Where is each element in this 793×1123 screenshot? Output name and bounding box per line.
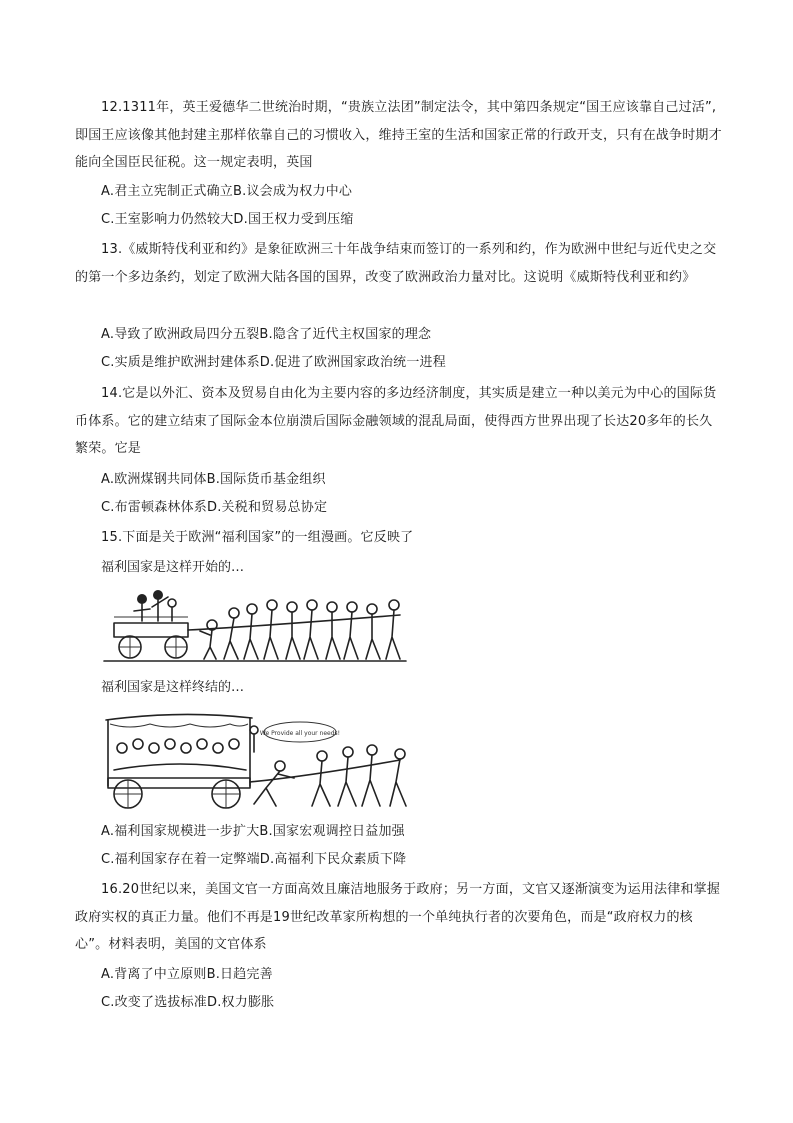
- speech-bubble-text: We Provide all your needs!: [259, 730, 341, 737]
- question-13-options-cd: C.实质是维护欧洲封建体系D.促进了欧洲国家政治统一进程: [101, 355, 446, 370]
- cartoon-1-caption: 福利国家是这样开始的…: [101, 560, 245, 575]
- welfare-start-cartoon: [100, 585, 410, 667]
- question-14-stem: 14.它是以外汇、资本及贸易自由化为主要内容的多边经济制度，其实质是建立一种以美元为中心的国际货币体系。它的建立结束了国际金本位崩溃后国际金融领域的混乱局面，使得西方世界出现了长达20多年的长久繁荣。它是: [75, 386, 717, 456]
- question-12-options-cd: C.王室影响力仍然较大D.国王权力受到压缩: [101, 212, 354, 227]
- question-16-options-cd: C.改变了选拔标准D.权力膨胀: [101, 995, 275, 1010]
- question-13-options-ab: A.导致了欧洲政局四分五裂B.隐含了近代主权国家的理念: [101, 327, 432, 342]
- question-15-stem: 15.下面是关于欧洲“福利国家”的一组漫画。它反映了: [101, 530, 414, 545]
- question-13-stem: 13.《威斯特伐利亚和约》是象征欧洲三十年战争结束而签订的一系列和约，作为欧洲中世纪与近代史之交的第一个多边条约，划定了欧洲大陆各国的国界，改变了欧洲政治力量对比。这说明《威斯特伐利亚和约》: [75, 242, 717, 285]
- question-12-options-ab: A.君主立宪制正式确立B.议会成为权力中心: [101, 184, 353, 199]
- question-16-options-ab: A.背离了中立原则B.日趋完善: [101, 967, 273, 982]
- question-14-options-ab: A.欧洲煤钢共同体B.国际货币基金组织: [101, 472, 326, 487]
- cartoon-2-caption: 福利国家是这样终结的…: [101, 680, 245, 695]
- welfare-end-cartoon: [100, 708, 415, 816]
- question-15-options-cd: C.福利国家存在着一定弊端D.高福利下民众素质下降: [101, 852, 407, 867]
- question-12-stem: 12.1311年，英王爱德华二世统治时期，“贵族立法团”制定法令，其中第四条规定“国王应该靠自己过活”,即国王应该像其他封建主那样依靠自己的习惯收入，维持王室的生活和国家正常的行政开支，只有在战争时期才能向全国臣民征税。这一规定表明，英国: [75, 100, 722, 170]
- question-15-options-ab: A.福利国家规模进一步扩大B.国家宏观调控日益加强: [101, 824, 405, 839]
- question-16-stem: 16.20世纪以来，美国文官一方面高效且廉洁地服务于政府；另一方面，文官又逐渐演变为运用法律和掌握政府实权的真正力量。他们不再是19世纪改革家所构想的一个单纯执行者的次要角色，而是“政府权力的核心”。材料表明，美国的文官体系: [75, 882, 721, 952]
- question-14-options-cd: C.布雷顿森林体系D.关税和贸易总协定: [101, 500, 328, 515]
